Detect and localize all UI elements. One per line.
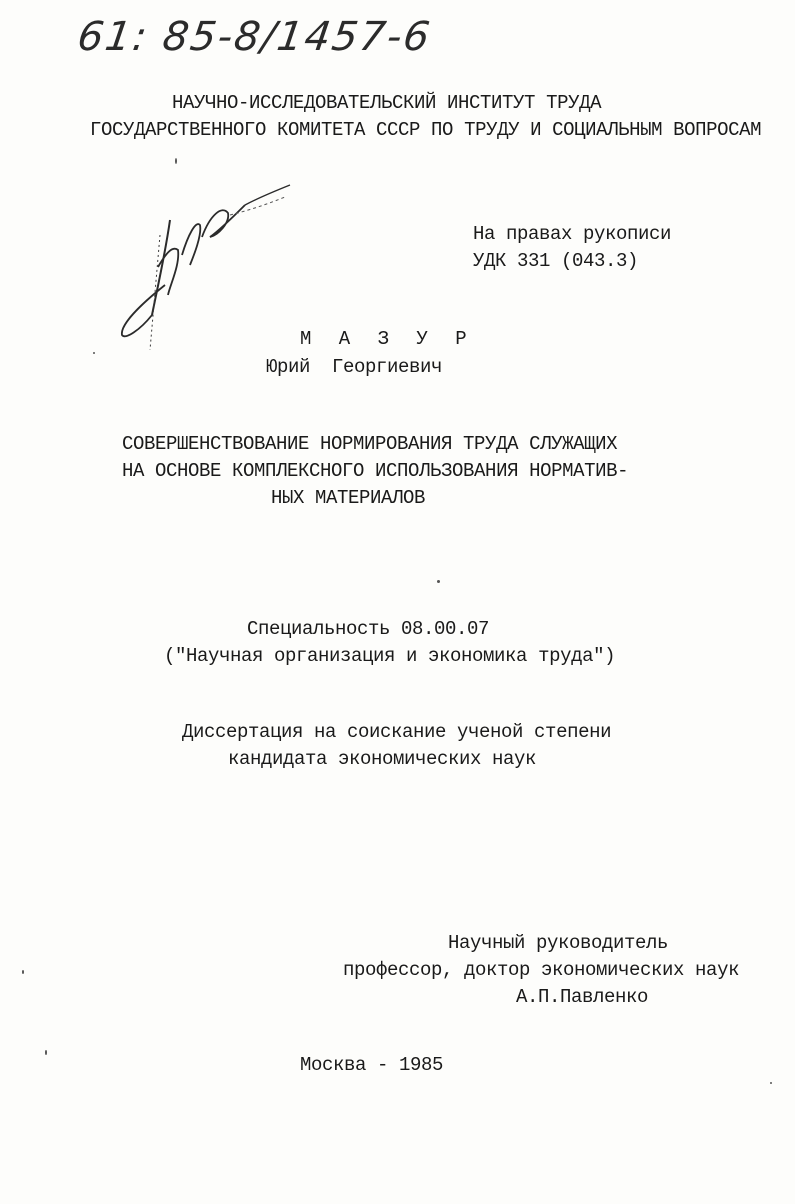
scan-speck: [93, 352, 95, 354]
title-line-3: НЫХ МАТЕРИАЛОВ: [271, 487, 426, 509]
institute-line-1: НАУЧНО-ИССЛЕДОВАТЕЛЬСКИЙ ИНСТИТУТ ТРУДА: [172, 92, 602, 114]
rights-label: На правах рукописи: [473, 223, 672, 245]
dissertation-line-1: Диссертация на соискание ученой степени: [182, 721, 612, 743]
dissertation-line-2: кандидата экономических наук: [228, 748, 537, 770]
author-surname: М А З У Р: [300, 328, 475, 350]
scan-speck: [175, 158, 177, 164]
supervisor-line-2: профессор, доктор экономических наук: [343, 959, 740, 981]
handwritten-signature: [110, 175, 310, 350]
city-year: Москва - 1985: [300, 1054, 444, 1076]
scan-speck: [437, 580, 440, 583]
handwritten-archive-number: 61: 85-8/1457-6: [74, 14, 435, 60]
supervisor-name: А.П.Павленко: [516, 986, 649, 1008]
specialty-line-2: ("Научная организация и экономика труда"): [164, 645, 616, 667]
institute-line-2: ГОСУДАРСТВЕННОГО КОМИТЕТА СССР ПО ТРУДУ И СОЦИАЛЬНЫМ ВОПРОСАМ: [90, 119, 762, 141]
supervisor-line-1: Научный руководитель: [448, 932, 669, 954]
title-line-2: НА ОСНОВЕ КОМПЛЕКСНОГО ИСПОЛЬЗОВАНИЯ НОРМАТИВ-: [122, 460, 629, 482]
scan-speck: [770, 1082, 772, 1084]
udk-code: УДК 331 (043.3): [473, 250, 639, 272]
title-line-1: СОВЕРШЕНСТВОВАНИЕ НОРМИРОВАНИЯ ТРУДА СЛУЖАЩИХ: [122, 433, 618, 455]
author-name: Юрий Георгиевич: [266, 356, 443, 378]
scan-speck: [22, 970, 24, 974]
scan-speck: [45, 1050, 47, 1055]
specialty-line-1: Специальность 08.00.07: [247, 618, 490, 640]
